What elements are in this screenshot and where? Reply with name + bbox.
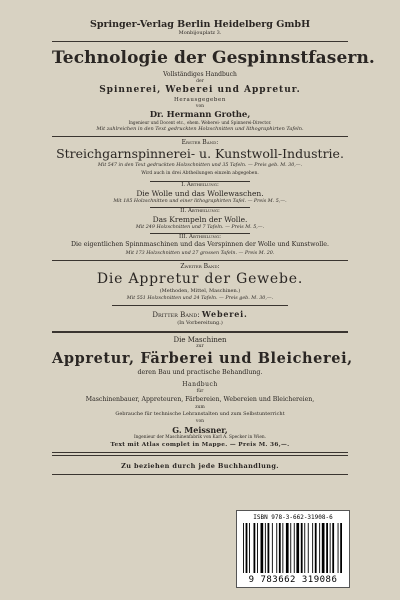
abt2-label: II. Abtheilung: bbox=[180, 208, 220, 214]
barcode-bar bbox=[257, 523, 258, 573]
barcode-bars bbox=[243, 523, 343, 573]
barcode-bar bbox=[246, 523, 248, 573]
barcode-bar bbox=[279, 523, 281, 573]
band2-sub: (Methoden, Mittel, Maschinen.) bbox=[159, 288, 241, 294]
abt3-label: III. Abtheilung: bbox=[179, 234, 221, 240]
barcode-bar bbox=[332, 523, 334, 573]
band3-note: (In Vorbereitung.) bbox=[177, 320, 223, 326]
barcode-bar bbox=[296, 523, 299, 573]
ad1-illus-note: Mit zahlreichen in den Text gedruckten Holzschnitten und lithographirten Tafeln. bbox=[96, 126, 304, 132]
publisher-address: Monbijouplatz 3. bbox=[178, 30, 222, 36]
footer-note: Zu beziehen durch jede Buchhandlung. bbox=[121, 462, 279, 470]
band3-line bbox=[52, 310, 348, 319]
barcode-bar bbox=[276, 523, 277, 573]
band1-label: Erster Band: bbox=[181, 139, 219, 146]
barcode-bar bbox=[312, 523, 313, 573]
ad1-von: von bbox=[195, 104, 205, 109]
ad2-author: G. Meissner, bbox=[172, 425, 228, 435]
ad2-von: von bbox=[195, 419, 205, 424]
barcode-bar bbox=[294, 523, 295, 573]
divider bbox=[52, 41, 348, 42]
barcode-bar bbox=[249, 523, 250, 573]
abt1-info: Mit 185 Holzschnitten und einer lithographirten Tafel. — Preis M. 5,—. bbox=[113, 199, 287, 204]
ad2-use: Gebrauche für technische Lehranstalten und zum Selbstunterricht bbox=[115, 411, 285, 417]
barcode-label bbox=[236, 510, 350, 588]
ad1-subtitle: Vollständiges Handbuch bbox=[163, 71, 237, 78]
barcode-bar bbox=[272, 523, 273, 573]
barcode-bar bbox=[282, 523, 283, 573]
band3-title: Weberei. bbox=[201, 309, 248, 319]
barcode-bar bbox=[338, 523, 339, 573]
ad2-handbuch: Handbuch bbox=[182, 381, 218, 388]
barcode-bar bbox=[319, 523, 320, 573]
abt3-title: Die eigentlichen Spinnmaschinen und das Verspinnen der Wolle und Kunstwolle. bbox=[70, 241, 330, 248]
ad1-editor-desc: Ingenieur und Docent etc., ehem. Weberei- und Spinnerei-Director. bbox=[128, 120, 272, 125]
barcode-bar bbox=[301, 523, 303, 573]
divider bbox=[52, 455, 348, 456]
abt2-info: Mit 249 Holzschnitten und 7 Tafeln. — Preis M. 5,—. bbox=[135, 225, 265, 230]
publisher-name: Springer-Verlag Berlin Heidelberg GmbH bbox=[89, 19, 311, 30]
ad2-zur: zur bbox=[196, 344, 204, 349]
ad1-editor: Dr. Hermann Grothe, bbox=[149, 110, 251, 120]
barcode-bar bbox=[315, 523, 317, 573]
abt2-title: Das Krempeln der Wolle. bbox=[152, 215, 248, 224]
barcode-bar bbox=[340, 523, 342, 573]
barcode-bar bbox=[268, 523, 270, 573]
band2-info: Mit 551 Holzschnitten und 24 Tafeln. — Preis geb. M. 30,—. bbox=[126, 296, 274, 301]
abt3-info: Mit 173 Holzschnitten und 27 grossen Tafeln. — Preis M. 20. bbox=[125, 251, 275, 256]
ad2-lead: Die Maschinen bbox=[173, 336, 227, 344]
ad2-price: Text mit Atlas complet in Mappe. — Preis M. 36,—. bbox=[110, 442, 290, 448]
divider-thick bbox=[52, 331, 348, 333]
barcode-bar bbox=[286, 523, 289, 573]
ad1-der: der bbox=[196, 79, 204, 84]
ad1-title: Technologie der Gespinnstfasern. bbox=[52, 48, 375, 68]
barcode-bar bbox=[322, 523, 325, 573]
barcode-bar bbox=[261, 523, 264, 573]
barcode-bar bbox=[304, 523, 305, 573]
isbn-text: ISBN 978-3-662-31908-6 bbox=[253, 514, 333, 521]
barcode-bar bbox=[243, 523, 244, 573]
barcode-bar bbox=[265, 523, 266, 573]
band1-title: Streichgarnspinnerei- u. Kunstwoll-Industrie. bbox=[56, 146, 344, 161]
ad2-audience: Maschinenbauer, Appreteuren, Färbereien, Webereien und Bleichereien, bbox=[85, 396, 315, 403]
divider bbox=[52, 260, 348, 261]
divider bbox=[52, 136, 348, 137]
band3-label: Dritter Band: bbox=[152, 311, 200, 319]
barcode-bar bbox=[254, 523, 256, 573]
abt1-title: Die Wolle und das Wollewaschen. bbox=[136, 189, 264, 198]
barcode-bar bbox=[308, 523, 309, 573]
ad1-herausgegeben: Herausgegeben bbox=[174, 97, 226, 103]
divider bbox=[52, 474, 348, 475]
ad2-title: Appretur, Färberei und Bleicherei, bbox=[52, 350, 353, 367]
ad2-zum: zum bbox=[195, 405, 205, 410]
ad2-fuer: für bbox=[196, 389, 204, 394]
ad2-subtitle: deren Bau und practische Behandlung. bbox=[137, 369, 263, 376]
barcode-bar bbox=[290, 523, 291, 573]
band1-info: Mit 547 in den Text gedruckten Holzschnitten und 35 Tafeln. — Preis geb. M. 30,—. bbox=[97, 163, 303, 168]
abt1-label: I. Abtheilung: bbox=[181, 182, 219, 188]
barcode-bar bbox=[326, 523, 328, 573]
band1-note: Wird auch in drei Abtheilungen einzeln abgegeben. bbox=[141, 171, 259, 176]
divider bbox=[112, 305, 288, 306]
divider bbox=[52, 452, 348, 453]
band2-title: Die Appretur der Gewebe. bbox=[96, 271, 304, 287]
ad1-subjects: Spinnerei, Weberei und Appretur. bbox=[99, 85, 301, 95]
band2-label: Zweiter Band: bbox=[180, 263, 220, 270]
barcode-number: 9 783662 319086 bbox=[248, 575, 338, 585]
ad2-author-desc: Ingenieur der Maschinenfabrik von Karl A. Specker in Wien. bbox=[133, 435, 267, 440]
barcode-bar bbox=[330, 523, 331, 573]
